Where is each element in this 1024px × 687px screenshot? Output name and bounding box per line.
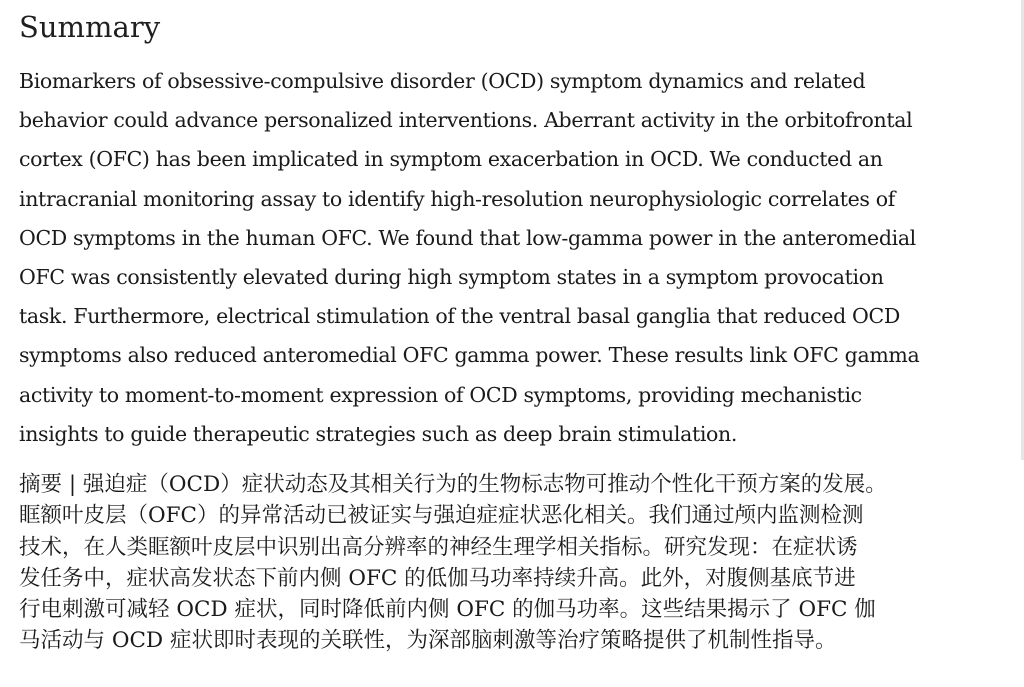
english-abstract-line: symptoms also reduced anteromedial OFC gamma power. These results link OFC gamma [19, 343, 920, 368]
english-abstract-line: OCD symptoms in the human OFC. We found that low-gamma power in the anteromedial [19, 225, 916, 250]
english-abstract-line: cortex (OFC) has been implicated in symptom exacerbation in OCD. We conducted an [19, 147, 883, 172]
chinese-abstract-line: 发任务中，症状高发状态下前内侧 OFC 的低伽马功率持续升高。此外，对腹侧基底节进 [19, 565, 856, 591]
chinese-abstract-line: 摘要 | 强迫症（OCD）症状动态及其相关行为的生物标志物可推动个性化干预方案的发展。 [19, 472, 887, 497]
english-abstract-line: task. Furthermore, electrical stimulation of the ventral basal ganglia that reduced OCD [19, 304, 900, 329]
chinese-abstract [19, 469, 1019, 657]
chinese-abstract-line: 马活动与 OCD 症状即时表现的关联性，为深部脑刺激等治疗策略提供了机制性指导。 [19, 628, 837, 654]
english-abstract-line: OFC was consistently elevated during high symptom states in a symptom provocation [19, 264, 884, 289]
english-abstract-line: behavior could advance personalized interventions. Aberrant activity in the orbitofrontal [19, 108, 913, 133]
chinese-abstract-line: 行电刺激可减轻 OCD 症状，同时降低前内侧 OFC 的伽马功率。这些结果揭示了 OFC 伽 [19, 597, 876, 623]
english-abstract-line: insights to guide therapeutic strategies such as deep brain stimulation. [19, 421, 738, 446]
english-abstract [19, 62, 1019, 454]
english-abstract-line: intracranial monitoring assay to identify high-resolution neurophysiologic correlates of [19, 186, 895, 211]
summary-heading: Summary [19, 10, 161, 44]
english-abstract-line: Biomarkers of obsessive-compulsive disorder (OCD) symptom dynamics and related [19, 69, 866, 93]
english-abstract-line: activity to moment-to-moment expression of OCD symptoms, providing mechanistic [19, 382, 862, 407]
chinese-abstract-line: 眶额叶皮层（OFC）的异常活动已被证实与强迫症症状恶化相关。我们通过颅内监测检测 [19, 503, 864, 529]
chinese-abstract-line: 技术，在人类眶额叶皮层中识别出高分辨率的神经生理学相关指标。研究发现：在症状诱 [19, 534, 858, 560]
